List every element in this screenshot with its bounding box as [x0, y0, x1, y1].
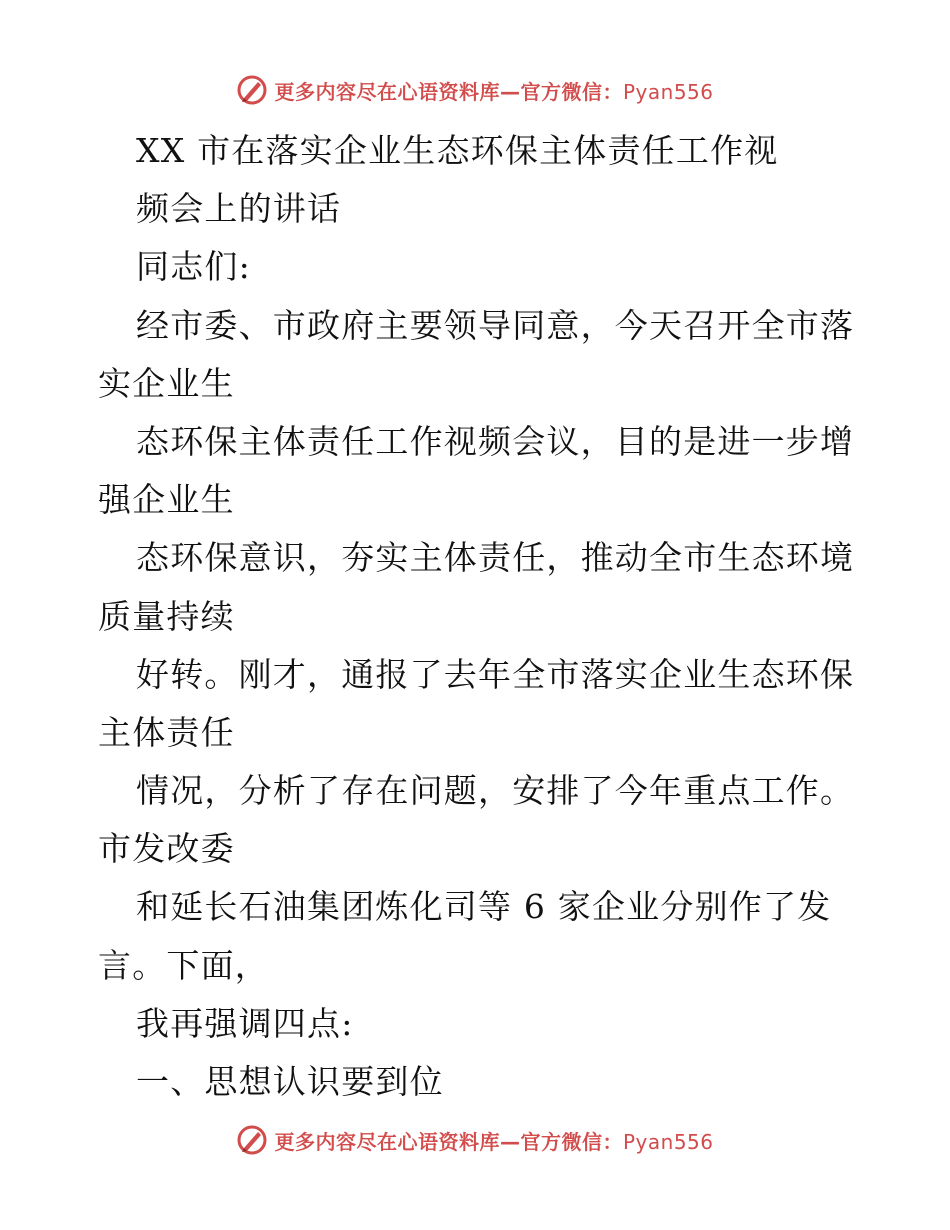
- document-line: 主体责任: [98, 712, 235, 752]
- document-body: [98, 122, 858, 1111]
- document-line: 频会上的讲话: [136, 189, 342, 229]
- document-line: 同志们:: [136, 247, 251, 287]
- banner-text: [274, 1126, 713, 1155]
- document-line: 态环保主体责任工作视频会议，目的是进一步增: [136, 421, 855, 461]
- banner-wechat-label: 官方微信：: [520, 1129, 623, 1154]
- pen-logo-icon: [236, 1124, 268, 1156]
- banner-wechat-id: Pyan556: [622, 79, 714, 104]
- banner-wechat-label: 官方微信：: [520, 79, 623, 104]
- document-line: 情况，分析了存在问题，安排了今年重点工作。: [136, 771, 855, 811]
- document-line: 经市委、市政府主要领导同意，今天召开全市落: [136, 305, 855, 345]
- footer-banner: [0, 1120, 950, 1160]
- document-line: 质量持续: [98, 596, 235, 636]
- document-line: 强企业生: [98, 480, 235, 520]
- banner-separator: —: [499, 79, 521, 104]
- document-line: 市发改委: [98, 829, 235, 869]
- document-line: 言。下面，: [98, 945, 269, 985]
- banner-separator: —: [499, 1129, 521, 1154]
- document-line: 好转。刚才，通报了去年全市落实企业生态环保: [136, 654, 855, 694]
- banner-slogan: 更多内容尽在心语资料库: [274, 1129, 500, 1154]
- pen-logo-icon: [236, 74, 268, 106]
- banner-text: [274, 76, 713, 105]
- document-line: 一、思想认识要到位: [136, 1062, 444, 1101]
- document-line: 我再强调四点:: [136, 1003, 354, 1043]
- banner-wechat-id: Pyan556: [622, 1129, 714, 1154]
- header-banner: [0, 70, 950, 110]
- document-line: 和延长石油集团炼化司等 6 家企业分别作了发: [136, 887, 832, 927]
- document-line: XX 市在落实企业生态环保主体责任工作视: [136, 131, 779, 170]
- banner-slogan: 更多内容尽在心语资料库: [274, 79, 500, 104]
- document-line: 态环保意识，夯实主体责任，推动全市生态环境: [136, 538, 855, 578]
- document-line: 实企业生: [98, 363, 235, 403]
